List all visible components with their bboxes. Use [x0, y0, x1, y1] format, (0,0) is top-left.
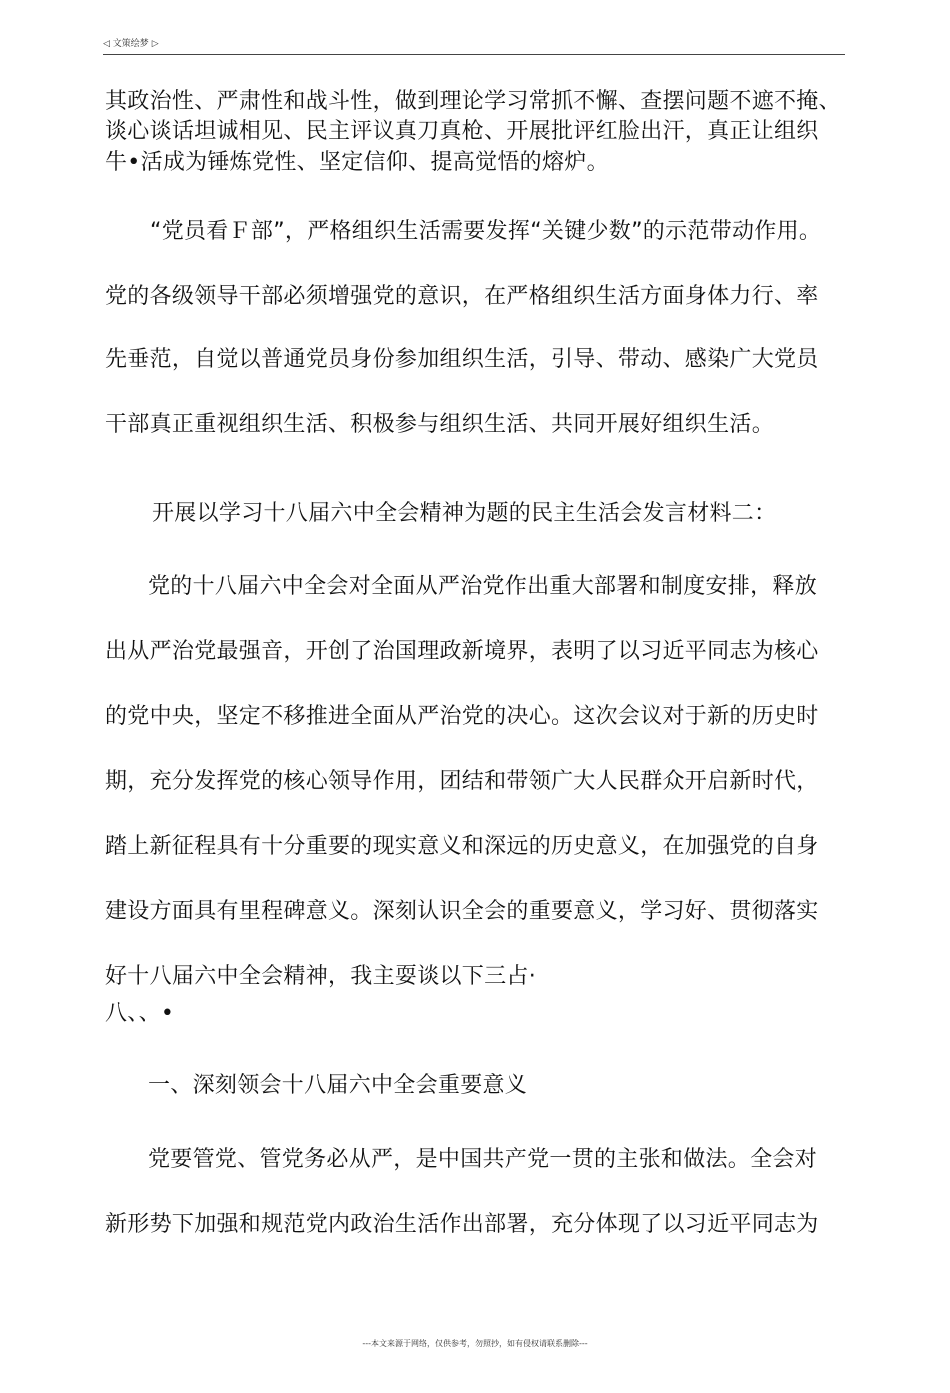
text-line: 的党中央，坚定不移推进全面从严治党的决心。这次会议对于新的历史时 — [105, 704, 819, 729]
left-triangle-icon: ◁ — [103, 39, 110, 49]
text-line: 新形势下加强和规范党内政治生活作出部署，充分体现了以习近平同志为 — [105, 1212, 819, 1237]
page-footer: ---本文来源于网络，仅供参考，勿照抄，如有侵权请联系删除--- — [362, 1339, 588, 1348]
text-line: 期，充分发挥党的核心领导作用，团结和带领广大人民群众开启新时代， — [105, 769, 819, 794]
text-line: 党的十八届六中全会对全面从严治党作出重大部署和制度安排，释放 — [148, 574, 818, 599]
right-triangle-icon: ▷ — [151, 39, 159, 49]
text-line: 八、、• — [105, 1001, 175, 1026]
text-line: 先垂范，自觉以普通党员身份参加组织生活，引导、带动、感染广大党员 — [105, 347, 819, 372]
section-heading: 开展以学习十八届六中全会精神为题的民主生活会发言材料二： — [152, 501, 777, 526]
text-line: 出从严治党最强音，开创了治国理政新境界，表明了以习近平同志为核心 — [105, 639, 819, 664]
text-line: 党要管党、管党务必从严，是中国共产党一贯的主张和做法。全会对 — [148, 1147, 818, 1172]
text-line: 踏上新征程具有十分重要的现实意义和深远的历史意义，在加强党的自身 — [105, 834, 819, 859]
text-line: 好十八届六中全会精神，我主耍谈以下三占· — [105, 964, 536, 989]
section-heading: 一、深刻领会十八届六中全会重要意义 — [148, 1073, 528, 1098]
header-text: 文策绘梦 — [112, 39, 149, 49]
text-line: 谈心谈话坦诚相见、民主评议真刀真枪、开展批评红脸出汗，真正让组织 — [105, 119, 819, 144]
text-line: 其政治性、严肃性和战斗性，做到理论学习常抓不懈、查摆问题不遮不掩、 — [105, 89, 841, 114]
header-rule — [103, 54, 845, 55]
page-header — [103, 38, 159, 50]
text-line: 干部真正重视组织生活、积极参与组织生活、共同开展好组织生活。 — [105, 412, 775, 437]
text-line: 牛•活成为锤炼党性、坚定信仰、提高觉悟的熔炉。 — [105, 150, 609, 175]
text-line: 党的各级领导干部必须增强党的意识，在严格组织生活方面身体力行、率 — [105, 284, 819, 309]
text-line: 建设方面具有里程碑意义。深刻认识全会的重要意义，学习好、贯彻落实 — [105, 899, 819, 924]
text-line: “党员看Ｆ部”，严格组织生活需要发挥“关键少数”的示范带动作用。 — [150, 219, 822, 244]
